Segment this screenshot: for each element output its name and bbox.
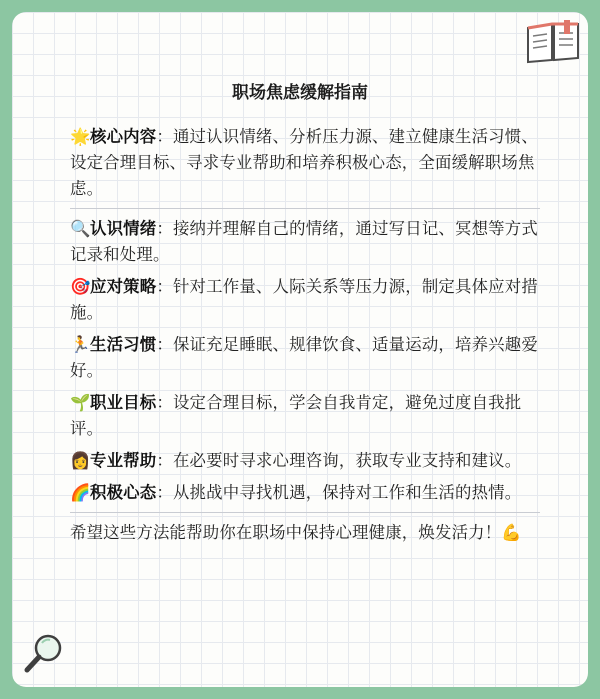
closing-text: 希望这些方法能帮助你在职场中保持心理健康，焕发活力！	[70, 523, 502, 542]
intro-heading: 核心内容	[90, 127, 157, 146]
section-habits	[70, 332, 540, 384]
section-text: ：设定合理目标，学会自我肯定，避免过度自我批评。	[70, 393, 522, 438]
flexed-biceps-icon: 💪	[501, 523, 522, 542]
closing-paragraph	[70, 520, 540, 546]
intro-text: ：通过认识情绪、分析压力源、建立健康生活习惯、设定合理目标、寻求专业帮助和培养积极心态，全面缓解职场焦虑。	[70, 127, 538, 198]
seedling-icon: 🌱	[70, 393, 91, 412]
section-text: ：接纳并理解自己的情绪，通过写日记、冥想等方式记录和处理。	[70, 219, 538, 264]
magnifier-emoji-icon: 🔍	[70, 219, 91, 238]
magnifier-icon	[22, 631, 66, 679]
star-icon: 🌟	[70, 127, 91, 146]
section-heading: 生活习惯	[90, 335, 157, 354]
health-worker-icon: 👩	[70, 451, 91, 470]
section-heading: 积极心态	[90, 483, 157, 502]
target-icon: 🎯	[70, 277, 91, 296]
section-help	[70, 448, 540, 474]
content-body	[70, 124, 540, 552]
section-text: ：在必要时寻求心理咨询，获取专业支持和建议。	[156, 451, 522, 470]
rainbow-icon: 🌈	[70, 483, 91, 502]
section-recognize	[70, 216, 540, 268]
section-strategy	[70, 274, 540, 326]
section-heading: 应对策略	[90, 277, 157, 296]
note-card	[12, 12, 588, 687]
open-book-icon	[524, 18, 582, 70]
section-text: ：从挑战中寻找机遇，保持对工作和生活的热情。	[156, 483, 522, 502]
divider	[70, 512, 540, 513]
section-mindset	[70, 480, 540, 506]
divider	[70, 208, 540, 209]
runner-icon: 🏃	[70, 335, 91, 354]
section-heading: 认识情绪	[90, 219, 157, 238]
section-text: ：保证充足睡眠、规律饮食、适量运动，培养兴趣爱好。	[70, 335, 538, 380]
section-goals	[70, 390, 540, 442]
section-heading: 职业目标	[90, 393, 157, 412]
page-title: 职场焦虑缓解指南	[232, 83, 368, 103]
section-heading: 专业帮助	[90, 451, 157, 470]
intro-paragraph	[70, 124, 540, 202]
section-text: ：针对工作量、人际关系等压力源，制定具体应对措施。	[70, 277, 538, 322]
